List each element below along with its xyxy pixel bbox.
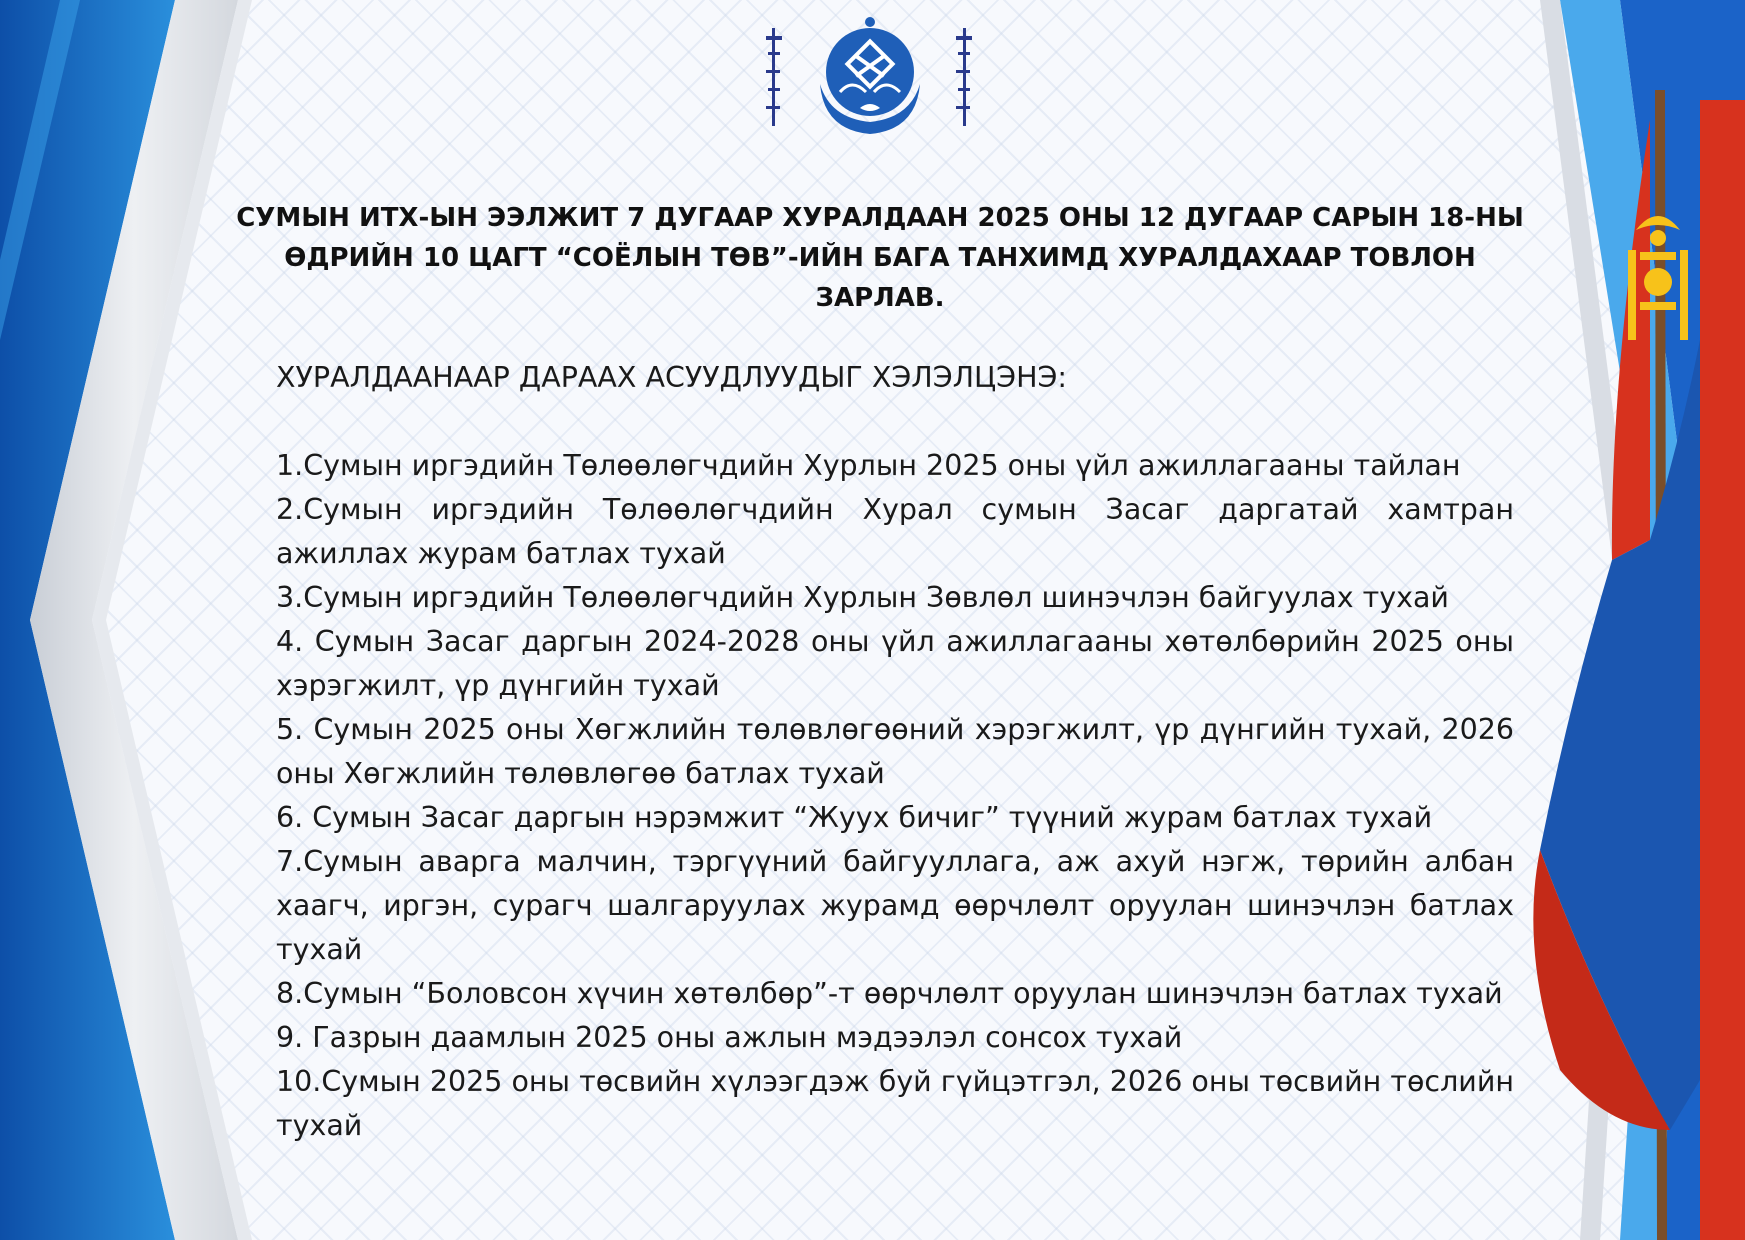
agenda-item: 1.Сумын иргэдийн Төлөөлөгчдийн Хурлын 2025 оны үйл ажиллагааны тайлан	[276, 449, 1461, 482]
agenda-item: 8.Сумын “Боловсон хүчин хөтөлбөр”-т өөрчлөлт оруулан шинэчлэн батлах тухай	[276, 977, 1503, 1010]
agenda-item: 6. Сумын Засаг даргын нэрэмжит “Жуух бичиг” түүний журам батлах тухай	[276, 801, 1433, 834]
agenda-item: 2.Сумын иргэдийн Төлөөлөгчдийн Хурал сумын Засаг даргатай хамтран ажиллах журам батлах тухай	[276, 493, 1514, 570]
agenda-item: 9. Газрын даамлын 2025 оны ажлын мэдээлэл сонсох тухай	[276, 1021, 1183, 1054]
soyombo-emblem-icon	[760, 12, 980, 142]
mongol-script-right	[956, 28, 972, 126]
agenda-section	[276, 356, 1514, 1148]
mongol-script-left	[766, 28, 782, 126]
agenda-list	[276, 444, 1514, 1148]
agenda-heading: ХУРАЛДААНААР ДАРААХ АСУУДЛУУДЫГ ХЭЛЭЛЦЭНЭ:	[276, 361, 1068, 394]
agenda-item: 3.Сумын иргэдийн Төлөөлөгчдийн Хурлын Зөвлөл шинэчлэн байгуулах тухай	[276, 581, 1449, 614]
agenda-item: 10.Сумын 2025 оны төсвийн хүлээгдэж буй гүйцэтгэл, 2026 оны төсвийн төслийн тухай	[276, 1065, 1514, 1142]
agenda-item: 5. Сумын 2025 оны Хөгжлийн төлөвлөгөөний хэрэгжилт, үр дүнгийн тухай, 2026 оны Хөгжлийн төлөвлөгөө батлах тухай	[276, 713, 1514, 790]
announcement-title: СУМЫН ИТХ-ЫН ЭЭЛЖИТ 7 ДУГААР ХУРАЛДААН 2025 ОНЫ 12 ДУГААР САРЫН 18-НЫ ӨДРИЙН 10 ЦАГТ “СОЁЛЫН ТӨВ”-ИЙН БАГА ТАНХИМД ХУРАЛДАХААР ТОВЛОН ЗАРЛАВ.	[236, 203, 1524, 313]
agenda-item: 7.Сумын аварга малчин, тэргүүний байгууллага, аж ахуй нэгж, төрийн албан хаагч, иргэн, сурагч шалгаруулах журамд өөрчлөлт оруулан шинэчлэн батлах тухай	[276, 845, 1514, 966]
agenda-item: 4. Сумын Засаг даргын 2024-2028 оны үйл ажиллагааны хөтөлбөрийн 2025 оны хэрэгжилт, үр дүнгийн тухай	[276, 625, 1514, 702]
